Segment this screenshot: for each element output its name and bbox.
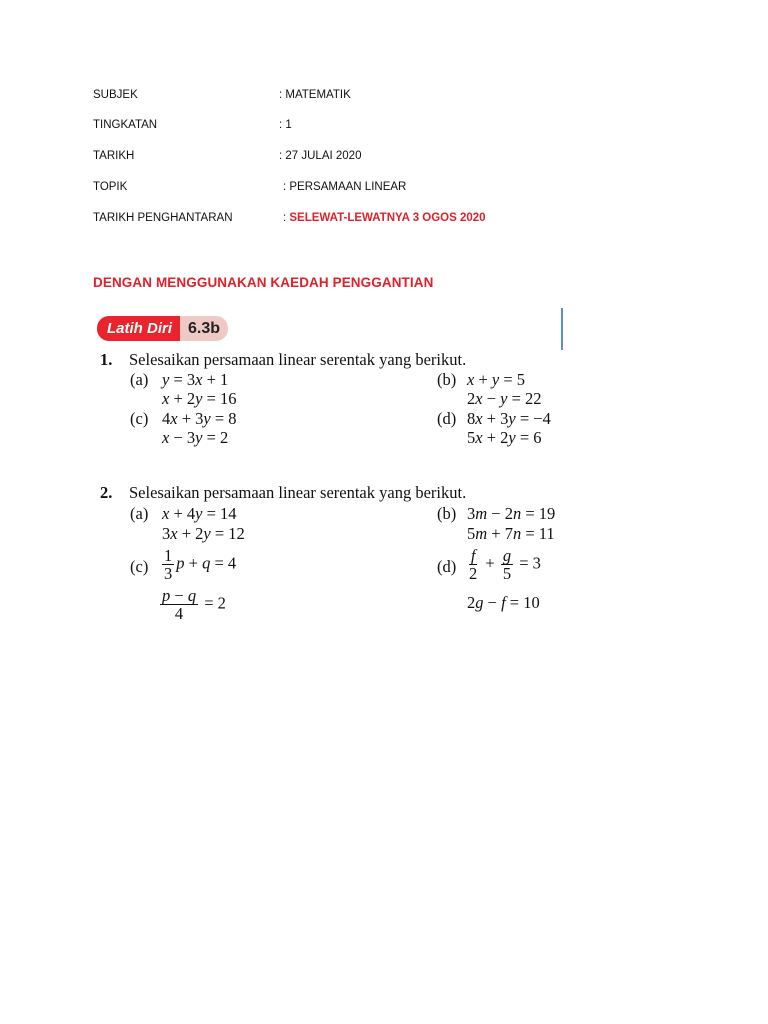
part-tag: (c): [130, 557, 149, 576]
part-tag: (b): [437, 370, 457, 389]
part-tag: (d): [437, 557, 457, 576]
header-value: [283, 212, 486, 224]
header-value: : MATEMATIK: [279, 89, 351, 101]
question-number: 1.: [100, 350, 113, 369]
header-label: TARIKH: [93, 150, 135, 162]
equation: 5m + 7n = 11: [467, 524, 555, 543]
fraction: $\frac{g}{5}$: [502, 546, 512, 583]
equation: 3m − 2n = 19: [467, 504, 556, 523]
deadline-text: SELEWAT-LEWATNYA 3 OGOS 2020: [289, 212, 486, 224]
equation: 8x + 3y = −4: [467, 409, 551, 428]
fraction: $\frac{p - q}{4}$: [162, 586, 197, 623]
header-value: : PERSAMAAN LINEAR: [283, 181, 407, 193]
equation: y = 3x + 1: [162, 370, 229, 389]
part-tag: (d): [437, 409, 457, 428]
badge-label: Latih Diri: [97, 316, 180, 341]
equation: $\frac{f}{2}$ + $\frac{g}{5}$ = 3: [469, 546, 541, 583]
question-text: Selesaikan persamaan linear serentak yang berikut.: [129, 350, 467, 369]
question-text: Selesaikan persamaan linear serentak yang berikut.: [129, 483, 467, 502]
section-title: DENGAN MENGGUNAKAN KAEDAH PENGGANTIAN: [93, 275, 434, 290]
header-label: TINGKATAN: [93, 119, 158, 131]
fraction: $\frac{f}{2}$: [469, 546, 478, 583]
divider-line: [561, 308, 563, 350]
header-value-prefix: :: [283, 212, 290, 224]
equation: 2g − f = 10: [467, 593, 540, 612]
question-2: [100, 483, 112, 503]
part-tag: (a): [130, 370, 149, 389]
header-value: : 27 JULAI 2020: [279, 150, 362, 162]
equation: x + 4y = 14: [162, 504, 237, 523]
header-label: TARIKH PENGHANTARAN: [93, 212, 233, 224]
part-tag: (b): [437, 504, 457, 523]
latih-diri-badge: [97, 316, 228, 341]
equation: x + y = 5: [467, 370, 526, 389]
header-value: : 1: [279, 119, 292, 131]
question-number: 2.: [100, 483, 113, 502]
equation: x − 3y = 2: [162, 428, 229, 447]
equation: x + 2y = 16: [162, 389, 237, 408]
equation: 4x + 3y = 8: [162, 409, 237, 428]
equation: 3x + 2y = 12: [162, 524, 245, 543]
part-tag: (c): [130, 409, 149, 428]
equation: $\frac{p - q}{4}$ = 2: [162, 586, 226, 623]
question-1: [100, 350, 112, 370]
part-tag: (a): [130, 504, 149, 523]
header-label: TOPIK: [93, 181, 128, 193]
equation: 5x + 2y = 6: [467, 428, 542, 447]
header-label: SUBJEK: [93, 89, 138, 101]
badge-number: 6.3b: [180, 316, 228, 341]
equation: 2x − y = 22: [467, 389, 542, 408]
fraction: $\frac{1}{3}$: [164, 546, 173, 583]
equation: $\frac{1}{3}$ p + q = 4: [164, 546, 237, 583]
